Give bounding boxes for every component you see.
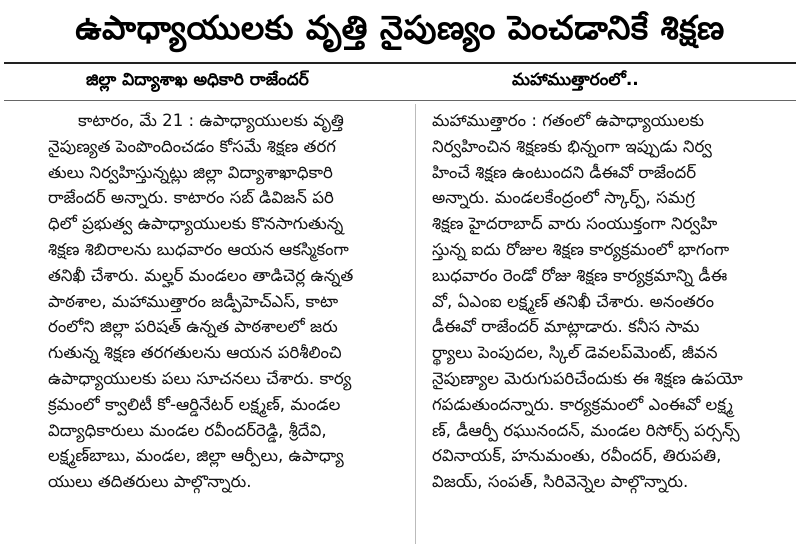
headline: ఉపాధ్యాయులకు వృత్తి నైపుణ్యం పెంచడానికే శిక్షణ — [75, 7, 725, 47]
subheading-right: మహాముత్తారంలో.. — [512, 70, 639, 90]
right-line-1: మహాముత్తారం : గతంలో ఉపాధ్యాయులకు — [432, 111, 704, 130]
right-line-9: డీఈవో రాజేందర్ మాట్లాడారు. కనీస సామ — [432, 317, 700, 337]
subheading-left: జిల్లా విద్యాశాఖ అధికారి రాజేందర్ — [86, 70, 309, 90]
right-line-6: స్తున్న ఐదు రోజుల శిక్షణ కార్యక్రమంలో భాగంగా — [432, 239, 730, 259]
right-line-12: గపడుతుందన్నారు. కార్యక్రమంలో ఎంఈవో లక్ష్మ — [432, 394, 733, 414]
right-column — [432, 108, 794, 495]
left-line-4: రాజేందర్ అన్నారు. కాటారం సబ్ డివిజన్ పరి — [48, 188, 334, 208]
right-line-14: రవినాయక్, హనుమంతు, రవీందర్, తిరుపతి, — [432, 446, 722, 466]
headline-rule — [4, 62, 796, 64]
right-line-11: నైపుణ్యాల మెరుగుపరిచేందుకు ఈ శిక్షణ ఉపయో — [432, 368, 743, 388]
left-line-3: తులు నిర్వహిస్తున్నట్లు జిల్లా విద్యాశాఖాధికారి — [48, 162, 333, 182]
left-line-11: ఉపాధ్యాయులకు పలు సూచనలు చేశారు. కార్య — [48, 368, 352, 388]
left-line-5: ధిలో ప్రభుత్వ ఉపాధ్యాయులకు కొనసాగుతున్న — [48, 214, 344, 234]
left-line-9: రంలోని జిల్లా పరిషత్ ఉన్నత పాఠశాలలో జరు — [48, 317, 338, 337]
left-column — [48, 108, 410, 495]
column-divider — [415, 104, 416, 544]
right-line-7: బుధవారం రెండో రోజు శిక్షణ కార్యక్రమాన్ని డీఈ — [432, 265, 728, 285]
right-line-4: అన్నారు. మండలకేంద్రంలో స్కార్ప్, సమగ్ర — [432, 188, 695, 208]
left-line-1: కాటారం, మే 21 : ఉపాధ్యాయులకు వృత్తి — [78, 111, 344, 130]
right-line-13: ణ్, డీఆర్పీ రఘునందన్, మండల రిసోర్స్ పర్సన్స్ — [432, 420, 740, 440]
subheading-rule — [4, 100, 796, 101]
left-line-15: యులు తదితరులు పాల్గొన్నారు. — [48, 472, 252, 492]
right-line-2: నిర్వహించిన శిక్షణకు భిన్నంగా ఇప్పుడు నిర్వ — [432, 136, 712, 156]
left-line-6: శిక్షణ శిబిరాలను బుధవారం ఆయన ఆకస్మికంగా — [48, 239, 349, 259]
right-line-5: శిక్షణ హైదరాబాద్ వారు సంయుక్తంగా నిర్వహి — [432, 214, 718, 234]
left-line-7: తనిఖీ చేశారు. మల్హర్ మండలం తాడిచెర్ల ఉన్నత — [48, 265, 354, 285]
left-line-8: పాఠశాల, మహాముత్తారం జడ్పీహెచ్ఎస్, కాటా — [48, 291, 339, 311]
right-line-3: హించే శిక్షణ ఉంటుందని డీఈవో రాజేందర్ — [432, 162, 697, 182]
right-line-8: వో, ఏఎంఐ లక్ష్మణ్ తనిఖీ చేశారు. అనంతరం — [432, 291, 715, 311]
left-line-14: లక్ష్మణ్‌బాబు, మండల, జిల్లా ఆర్పీలు, ఉపాధ్యా — [48, 446, 344, 466]
left-line-10: గుతున్న శిక్షణ తరగతులను ఆయన పరిశీలించి — [48, 343, 342, 363]
right-line-10: ర్థ్యాలు పెంపుదల, స్కిల్ డెవలప్‌మెంట్, జీవన — [432, 343, 718, 363]
left-line-2: నైపుణ్యత పెంపొందించడం కోసమే శిక్షణ తరగ — [48, 136, 336, 156]
left-line-12: క్రమంలో క్వాలిటీ కో-ఆర్డినేటర్ లక్ష్మణ్, మండల — [48, 394, 341, 414]
right-line-15: విజయ్, సంపత్, సిరివెన్నెల పాల్గొన్నారు. — [432, 472, 689, 492]
left-line-13: విద్యాధికారులు మండల రవీందర్‌రెడ్డి, శ్రీదేవి, — [48, 420, 327, 440]
